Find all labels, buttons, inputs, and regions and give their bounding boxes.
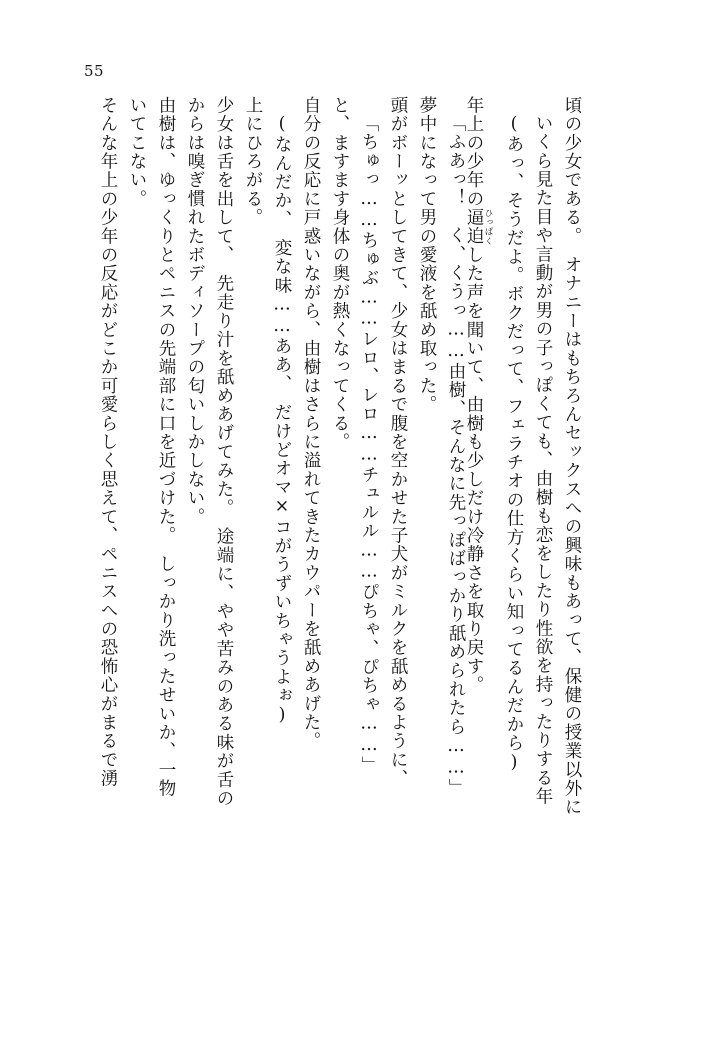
text-column: (あっ、そうだよ。ボクだって、フェラチオの仕方くらい知ってるんだから) [504,114,524,774]
text-column: (なんだか、 変な味……ああ、 だけどオマ×コがうずいちゃうよぉ) [272,114,292,727]
text-column: いてこない。 [127,96,147,209]
text-column: 夢中になって男の愛液を舐め取った。 [417,96,437,414]
text-column: 「ちゅっ……ちゅぶ……レロ、レロ……チュルル……ぴちゃ、ぴちゃ……」 [359,114,379,775]
vertical-text-block [87,96,647,996]
text-column: 由樹は、ゆっくりとペニスの先端部に口を近づけた。 しっかり洗ったせいか、一物 [156,96,176,798]
ruby-annotation: 逼迫 ひっぱく [464,208,493,246]
text-column: 頭がボーッとしてきて、少女はまるで腹を空かせた子犬がミルクを舐めるように、 [388,96,408,788]
text-column: からは嗅ぎ慣れたボディソープの匂いしかしない。 [185,96,205,527]
text-column: 自分の反応に戸惑いながら、由樹はさらに溢れてきたカウパーを舐めあげた。 [301,96,321,751]
text-column: と、ますます身体の奥が熱くなってくる。 [330,96,350,452]
text-column-with-ruby: 年上の少年の逼迫 ひっぱくした声を聞いて、由樹も少しだけ冷静さを取り戻す。 [464,96,493,695]
text-column: 少女は舌を出して、 先走り汁を舐めあげてみた。 途端に、やや苦みのある味が舌の [214,96,234,808]
text-column: 「ふあっ！ く、くうっ……由樹、そんなに先っぽばっかり舐められたら……」 [446,114,466,798]
text-column: 上にひろがる。 [243,96,263,227]
page-number: 55 [84,62,105,80]
text-column: 頃の少女である。 オナニーはもちろんセックスへの興味もあって、保健の授業以外に [562,96,582,817]
text-column: いくら見た目や言動が男の子っぽくても、由樹も恋をしたり性欲を持ったりする年 [533,114,553,806]
text-column: そんな年上の少年の反応がどこか可愛らしく思えて、ペニスへの恐怖心がまるで湧 [98,96,118,788]
